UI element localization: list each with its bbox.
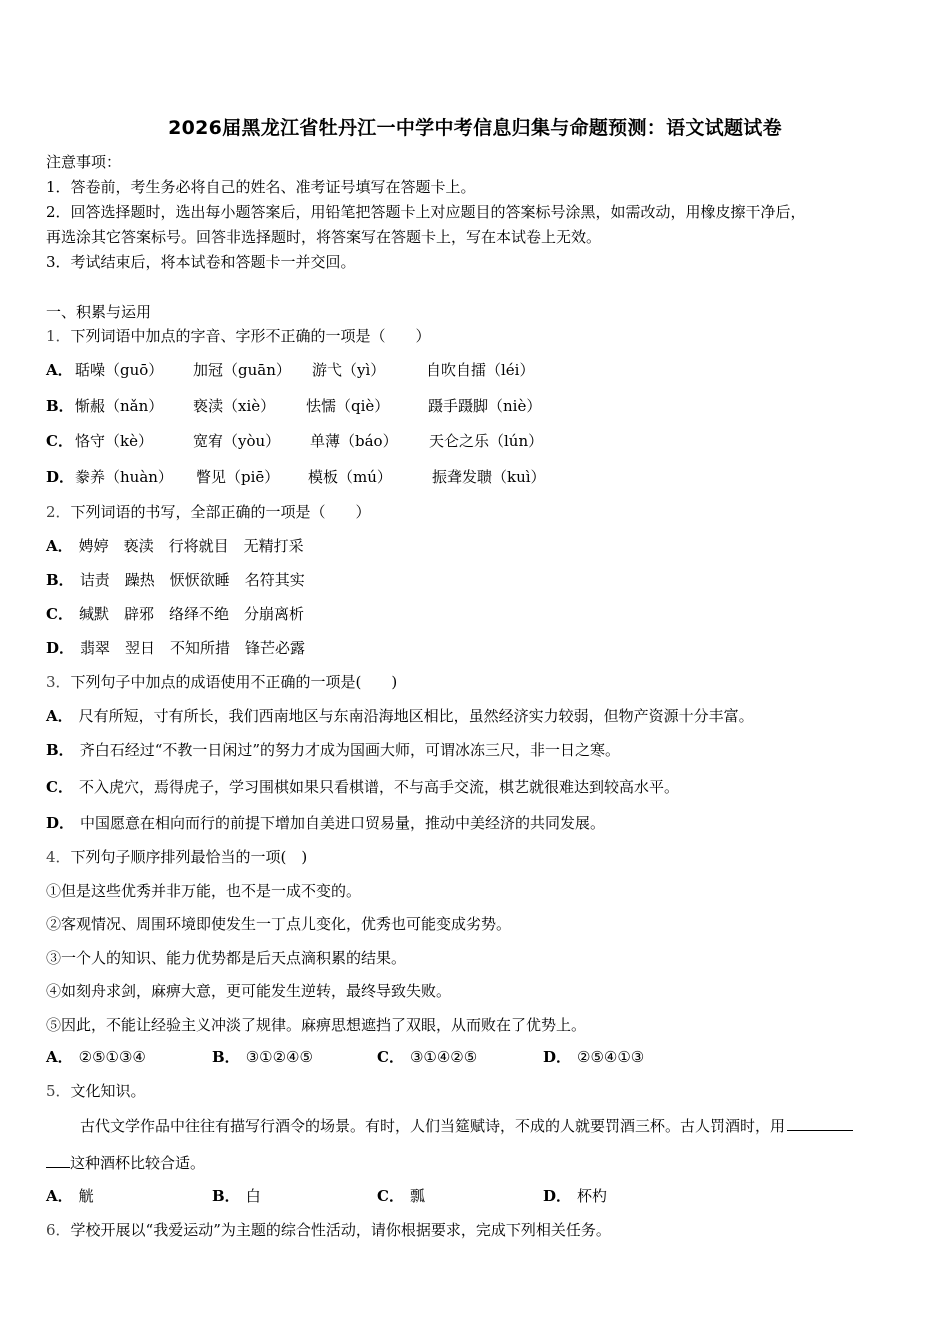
q4-sentence: ③一个人的知识、能力优势都是后天点滴积累的结果。 (46, 949, 407, 967)
q1-option-c-item: 天仑之乐（lún） (429, 432, 544, 450)
question-number: 4． (46, 848, 71, 866)
q5-option-a[interactable]: A． 觥 (46, 1187, 94, 1205)
q3-option-a[interactable]: A． 尺有所短，寸有所长，我们西南地区与东南沿海地区相比，虽然经济实力较弱，但物产资源十分丰富。 (46, 707, 754, 725)
notice-heading: 注意事项： (46, 153, 122, 171)
q1-option-b-item: 惭赧（nǎn） (75, 397, 164, 415)
question-6-stem: 6．学校开展以“我爱运动”为主题的综合性活动，请你根据要求，完成下列相关任务。 (46, 1221, 611, 1239)
q3-option-c[interactable]: C． 不入虎穴，焉得虎子，学习围棋如果只看棋谱，不与高手交流，棋艺就很难达到较高水平。 (46, 778, 679, 796)
question-3-stem: 3．下列句子中加点的成语使用不正确的一项是( ) (46, 673, 398, 691)
q4-sentence: ②客观情况、周围环境即使发生一丁点儿变化，优秀也可能变成劣势。 (46, 915, 512, 933)
q4-sentence: ①但是这些优秀并非万能，也不是一成不变的。 (46, 882, 362, 900)
q1-option-a-item: 自吹自擂（léi） (426, 361, 535, 379)
q2-option-c[interactable]: C． 缄默 辟邪 络绎不绝 分崩离析 (46, 605, 304, 623)
question-5-stem: 5．文化知识。 (46, 1082, 146, 1100)
q1-option-a-item: 游弋（yì） (312, 361, 386, 379)
q4-sentence: ④如刻舟求剑，麻痹大意，更可能发生逆转，最终导致失败。 (46, 982, 452, 1000)
section-heading: 一、积累与运用 (46, 303, 152, 321)
q4-option-c[interactable]: C． ③①④②⑤ (377, 1048, 478, 1066)
q1-option-b-label[interactable]: B． (46, 397, 74, 415)
q1-option-d-item: 豢养（huàn） (75, 468, 173, 486)
answer-blank[interactable] (787, 1116, 853, 1131)
question-number: 6． (46, 1221, 71, 1239)
notice-item: 再选涂其它答案标号。回答非选择题时，将答案写在答题卡上，写在本试卷上无效。 (46, 228, 602, 246)
question-1-stem: 1．下列词语中加点的字音、字形不正确的一项是（ ） (46, 327, 431, 345)
q1-option-c-item: 单薄（báo） (310, 432, 398, 450)
q3-option-b[interactable]: B． 齐白石经过“不教一日闲过”的努力才成为国画大师，可谓冰冻三尺，非一日之寒。 (46, 741, 621, 759)
question-number: 2． (46, 503, 71, 521)
question-2-stem: 2．下列词语的书写，全部正确的一项是（ ） (46, 503, 371, 521)
q3-option-d[interactable]: D． 中国愿意在相向而行的前提下增加自美进口贸易量，推动中美经济的共同发展。 (46, 814, 606, 832)
q1-option-b-item: 蹑手蹑脚（niè） (428, 397, 542, 415)
q1-option-b-item: 亵渎（xiè） (193, 397, 276, 415)
q1-option-a-item: 聒噪（guō） (75, 361, 164, 379)
q2-option-d[interactable]: D． 翡翠 翌日 不知所措 锋芒必露 (46, 639, 306, 657)
question-number: 3． (46, 673, 71, 691)
q4-sentence: ⑤因此，不能让经验主义冲淡了规律。麻痹思想遮挡了双眼，从而败在了优势上。 (46, 1016, 587, 1034)
q1-option-c-label[interactable]: C． (46, 432, 73, 450)
q1-option-a-label[interactable]: A． (46, 361, 73, 379)
q2-option-a[interactable]: A． 娉婷 亵渎 行将就目 无精打采 (46, 537, 304, 555)
q4-option-b[interactable]: B． ③①②④⑤ (212, 1048, 313, 1066)
q1-option-d-label[interactable]: D． (46, 468, 75, 486)
q1-option-c-item: 宽宥（yòu） (193, 432, 281, 450)
notice-item: 1．答卷前，考生务必将自己的姓名、准考证号填写在答题卡上。 (46, 178, 476, 196)
q4-option-a[interactable]: A． ②⑤①③④ (46, 1048, 146, 1066)
answer-blank[interactable] (46, 1153, 70, 1168)
q5-passage-continued: 这种酒杯比较合适。 (46, 1153, 205, 1173)
q1-option-d-item: 瞥见（piē） (196, 468, 280, 486)
q1-option-c-item: 恪守（kè） (75, 432, 153, 450)
q1-option-b-item: 怯懦（qiè） (306, 397, 390, 415)
notice-item: 3．考试结束后，将本试卷和答题卡一并交回。 (46, 253, 356, 271)
q5-passage: 古代文学作品中往往有描写行酒令的场景。有时，人们当筵赋诗，不成的人就要罚酒三杯。古人罚酒时，用 (80, 1116, 853, 1136)
page-title: 2026届黑龙江省牡丹江一中学中考信息归集与命题预测：语文试题试卷 (168, 117, 782, 139)
notice-item: 2．回答选择题时，选出每小题答案后，用铅笔把答题卡上对应题目的答案标号涂黑，如需改动，用橡皮擦干净后， (46, 203, 806, 221)
q5-option-d[interactable]: D． 杯杓 (543, 1187, 608, 1205)
question-4-stem: 4．下列句子顺序排列最恰当的一项( ) (46, 848, 308, 866)
q1-option-d-item: 模板（mú） (308, 468, 392, 486)
q2-option-b[interactable]: B． 诘责 躁热 恹恹欲睡 名符其实 (46, 571, 305, 589)
q4-option-d[interactable]: D． ②⑤④①③ (543, 1048, 645, 1066)
q1-option-d-item: 振聋发聩（kuì） (432, 468, 546, 486)
question-number: 1． (46, 327, 71, 345)
q5-option-c[interactable]: C． 瓢 (377, 1187, 425, 1205)
question-number: 5． (46, 1082, 71, 1100)
q1-option-a-item: 加冠（guān） (193, 361, 291, 379)
q5-option-b[interactable]: B． 白 (212, 1187, 261, 1205)
